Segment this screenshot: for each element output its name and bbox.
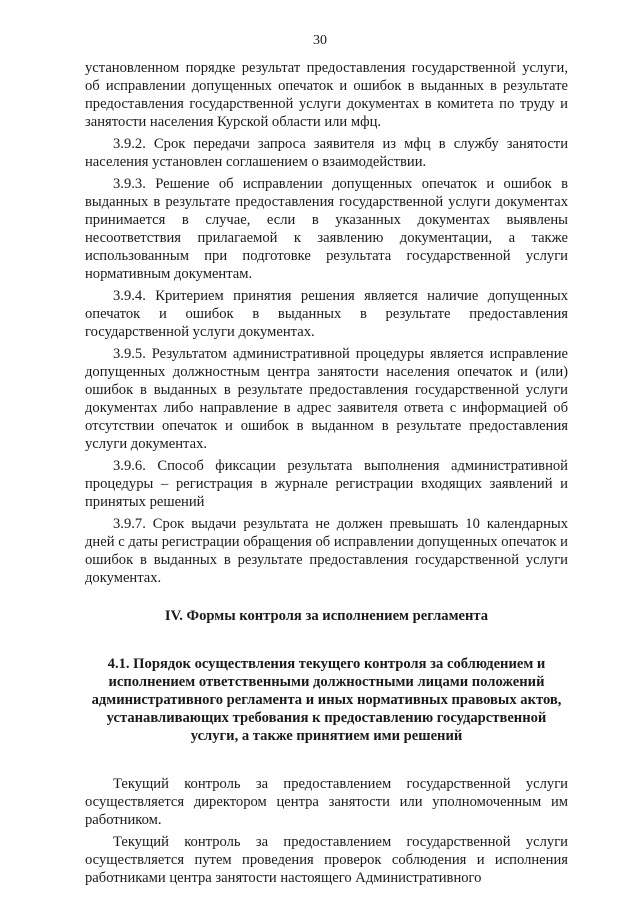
paragraph-3-9-6: 3.9.6. Способ фиксации результата выполнения административной процедуры – регистрация в журнале регистрации входящих заявлений и принятых решений	[85, 458, 568, 510]
paragraph-3-9-7: 3.9.7. Срок выдачи результата не должен превышать 10 календарных дней с даты регистрации обращения об исправлении допущенных опечаток и ошибок в выданных в результате предоставления государственной услуги документах.	[85, 516, 568, 586]
paragraph-continuation: установленном порядке результат предоставления государственной услуги, об исправлении допущенных опечаток и ошибок в выданных в результате предоставления государственной услуги документах в комитета по труду и занятости населения Курской области или мфц.	[85, 60, 568, 130]
subsection-heading-4-1: 4.1. Порядок осуществления текущего контроля за соблюдением и исполнением ответственными должностными лицами положений административного регламента и иных нормативных правовых актов, устанавливающих требования к предоставлению государственной услуги, а также принятием ими решений	[91, 656, 562, 744]
paragraph-3-9-3: 3.9.3. Решение об исправлении допущенных опечаток и ошибок в выданных в результате предоставления государственной услуги документах принимается в случае, если в указанных документах выявлены несоответствия прилагаемой к заявлению документации, а также использованным при подготовке результата государственной услуги нормативным документам.	[85, 176, 568, 282]
paragraph-control-1: Текущий контроль за предоставлением государственной услуги осуществляется директором центра занятости или уполномоченным им работником.	[85, 776, 568, 828]
document-body	[85, 59, 568, 891]
page-number: 30	[313, 33, 327, 48]
section-heading-iv: IV. Формы контроля за исполнением регламента	[164, 608, 489, 624]
paragraph-3-9-2: 3.9.2. Срок передачи запроса заявителя из мфц в службу занятости населения установлен соглашением о взаимодействии.	[85, 136, 568, 170]
paragraph-3-9-4: 3.9.4. Критерием принятия решения является наличие допущенных опечаток и ошибок в выданных в результате предоставления государственной услуги документах.	[85, 288, 568, 340]
paragraph-3-9-5: 3.9.5. Результатом административной процедуры является исправление допущенных должностным центра занятости населения опечаток и (или) ошибок в выданных в результате предоставления государственной услуги документах либо направление в адрес заявителя ответа с информацией об отсутствии опечаток и ошибок в выданном в результате предоставления услуги документах.	[85, 346, 568, 452]
paragraph-control-2: Текущий контроль за предоставлением государственной услуги осуществляется путем проведения проверок соблюдения и исполнения работниками центра занятости настоящего Административного	[85, 834, 568, 886]
